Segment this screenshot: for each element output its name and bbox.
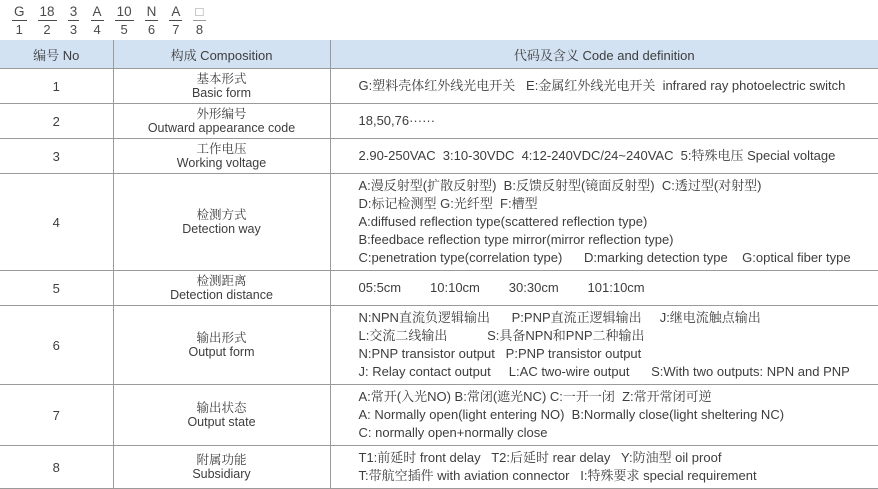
- definition-cell: [330, 104, 878, 139]
- header-cell-composition: 构成 Composition: [113, 40, 330, 69]
- composition-line: 输出形式: [196, 331, 247, 345]
- definition-cell: [330, 69, 878, 104]
- row-number-cell: 4: [0, 174, 113, 271]
- composition-line: Basic form: [191, 86, 252, 100]
- definition-line: G:塑料壳体红外线光电开关 E:金属红外线光电开关 infrared ray photoelectric switch: [358, 78, 846, 93]
- code-position-number: 4: [93, 22, 101, 37]
- table-row: [0, 139, 878, 174]
- definition-line: A:diffused reflection type(scattered reflection type): [358, 214, 648, 229]
- code-letter: N: [146, 4, 157, 19]
- definition-line: J: Relay contact output L:AC two-wire output S:With two outputs: NPN and PNP: [358, 364, 850, 379]
- code-position-number: 8: [195, 22, 204, 37]
- definition-cell: [330, 446, 878, 489]
- composition-line: 工作电压: [196, 142, 247, 156]
- definition-cell: [330, 139, 878, 174]
- composition-cell: [113, 69, 330, 104]
- code-letter: 18: [39, 4, 55, 19]
- composition-line: 检测方式: [196, 208, 247, 222]
- code-letter: 10: [116, 4, 132, 19]
- composition-line: 基本形式: [196, 72, 247, 86]
- composition-cell: [113, 446, 330, 489]
- row-number-cell: 6: [0, 306, 113, 385]
- table-header-row: [0, 40, 878, 69]
- header-cell-no: 编号 No: [0, 40, 113, 69]
- code-item: [91, 4, 104, 37]
- code-position-number: 3: [69, 22, 78, 37]
- definition-line: 05:5cm 10:10cm 30:30cm 101:10cm: [358, 280, 645, 295]
- code-letter: G: [14, 4, 25, 19]
- code-position-number: 1: [15, 22, 23, 37]
- code-item: [193, 4, 205, 37]
- composition-line: 输出状态: [196, 401, 247, 415]
- definition-line: 2.90-250VAC 3:10-30VDC 4:12-240VDC/24~240VAC 5:特殊电压 Special voltage: [358, 148, 836, 163]
- definition-line: L:交流二线输出 S:具备NPN和PNP二种输出: [358, 328, 645, 343]
- definition-cell: [330, 306, 878, 385]
- composition-line: 附属功能: [196, 453, 247, 467]
- row-number-cell: 1: [0, 69, 113, 104]
- table-row: [0, 385, 878, 446]
- definition-cell: [330, 174, 878, 271]
- code-letter: 3: [69, 4, 78, 19]
- composition-line: Output form: [188, 345, 255, 359]
- definition-line: N:PNP transistor output P:PNP transistor output: [358, 346, 642, 361]
- composition-cell: [113, 306, 330, 385]
- row-number-cell: 8: [0, 446, 113, 489]
- definition-line: D:标记检测型 G:光纤型 F:槽型: [358, 196, 538, 211]
- code-position-number: 2: [43, 22, 51, 37]
- code-definition-table: [0, 40, 878, 489]
- definition-line: A:漫反射型(扩散反射型) B:反馈反射型(镜面反射型) C:透过型(对射型): [358, 178, 762, 193]
- definition-line: N:NPN直流负逻辑输出 P:PNP直流正逻辑输出 J:继电流触点输出: [358, 310, 761, 325]
- row-number-cell: 5: [0, 271, 113, 306]
- table-row: [0, 174, 878, 271]
- code-placeholder-square: □: [195, 4, 204, 19]
- row-number-cell: 2: [0, 104, 113, 139]
- composition-cell: [113, 271, 330, 306]
- definition-cell: [330, 385, 878, 446]
- composition-line: Detection way: [182, 222, 261, 236]
- definition-line: T:带航空插件 with aviation connector I:特殊要求 special requirement: [358, 468, 757, 483]
- code-letter: A: [92, 4, 102, 19]
- definition-line: C:penetration type(correlation type) D:marking detection type G:optical fiber type: [358, 250, 851, 265]
- table-row: [0, 446, 878, 489]
- code-item: [68, 4, 80, 37]
- code-position-number: 5: [120, 22, 128, 37]
- code-letter: A: [171, 4, 181, 19]
- composition-line: Subsidiary: [192, 467, 251, 481]
- composition-line: Outward appearance code: [147, 121, 296, 135]
- code-item: [145, 4, 159, 37]
- table-row: [0, 104, 878, 139]
- composition-cell: [113, 174, 330, 271]
- composition-cell: [113, 139, 330, 174]
- definition-line: A: Normally open(light entering NO) B:Normally close(light sheltering NC): [358, 407, 785, 422]
- code-position-number: 6: [147, 22, 156, 37]
- definition-cell: [330, 271, 878, 306]
- table-row: [0, 306, 878, 385]
- row-number-cell: 3: [0, 139, 113, 174]
- code-item: [38, 4, 57, 37]
- composition-cell: [113, 104, 330, 139]
- composition-line: 外形编号: [196, 107, 247, 121]
- definition-line: B:feedbace reflection type mirror(mirror reflection type): [358, 232, 674, 247]
- composition-cell: [113, 385, 330, 446]
- table-row: [0, 271, 878, 306]
- code-item: [115, 4, 134, 37]
- definition-line: 18,50,76······: [358, 113, 436, 128]
- code-position-number: 7: [172, 22, 180, 37]
- composition-line: Output state: [187, 415, 256, 429]
- code-item: [12, 4, 27, 37]
- row-number-cell: 7: [0, 385, 113, 446]
- table-row: [0, 69, 878, 104]
- definition-line: A:常开(入光NO) B:常闭(遮光NC) C:一开一闭 Z:常开常闭可逆: [358, 389, 712, 404]
- header-cell-definition: 代码及含义 Code and definition: [330, 40, 878, 69]
- composition-line: Detection distance: [170, 288, 273, 302]
- composition-line: Working voltage: [176, 156, 267, 170]
- composition-line: 检测距离: [196, 274, 247, 288]
- product-code-legend: [0, 0, 878, 40]
- definition-line: C: normally open+normally close: [358, 425, 548, 440]
- definition-line: T1:前延时 front delay T2:后延时 rear delay Y:防油型 oil proof: [358, 450, 722, 465]
- code-item: [169, 4, 182, 37]
